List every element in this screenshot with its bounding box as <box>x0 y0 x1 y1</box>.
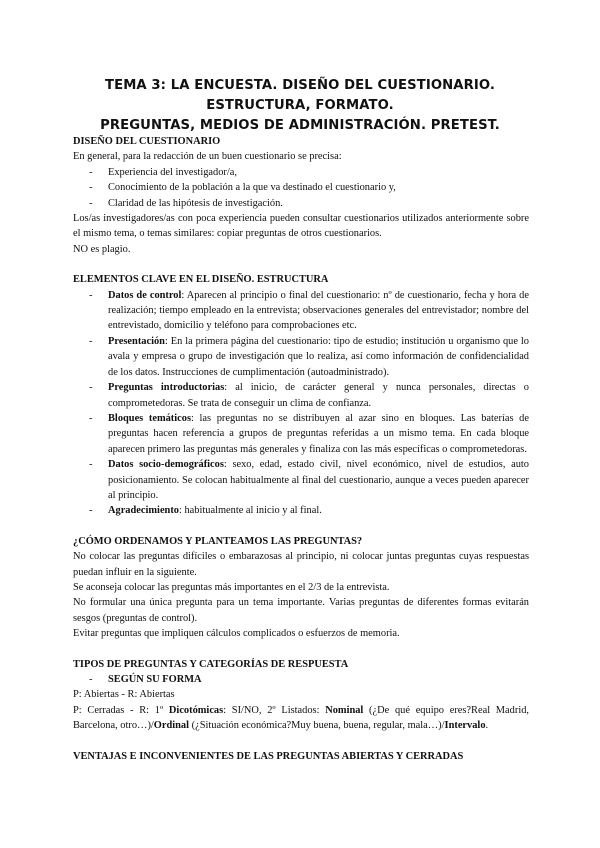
list-item: - Preguntas introductorias: al inicio, de carácter general y nunca personales, directas o comprometedoras. Se trata de conseguir un clima de confianza. <box>89 382 529 409</box>
paragraph: P: Abiertas - R: Abiertas <box>73 689 175 701</box>
document-body <box>73 134 529 764</box>
paragraph: Evitar preguntas que impliquen cálculos complicados o esfuerzos de memoria. <box>73 628 400 640</box>
section-intro: En general, para la redacción de un buen cuestionario se precisa: <box>73 151 342 163</box>
paragraph: Se aconseja colocar las preguntas más importantes en el 2/3 de la entrevista. <box>73 581 390 593</box>
definition: : las preguntas no se distribuyen al azar sino en bloques. Las baterías de preguntas hacen referencia a grupos de preguntas referidas a un mismo tema. En cada bloque aparecen primero las preguntas más generales y finaliza con las más específicas o comprometedoras. <box>108 412 529 455</box>
list-item: - Claridad de las hipótesis de investigación. <box>89 197 283 209</box>
term: Agradecimiento <box>108 505 179 517</box>
list-item-text: Experiencia del investigador/a, <box>108 166 237 178</box>
paragraph: Los/as investigadores/as con poca experiencia pueden consultar cuestionarios utilizados anteriormente sobre el mismo tema, o temas similares: copiar preguntas de otros cuestionarios. <box>73 213 529 240</box>
paragraph-note: NO es plagio. <box>73 243 131 255</box>
term: Bloques temáticos <box>108 412 191 424</box>
section-heading-tipos: TIPOS DE PREGUNTAS Y CATEGORÍAS DE RESPUESTA <box>73 658 349 670</box>
section-heading-ventajas: VENTAJAS E INCONVENIENTES DE LAS PREGUNTAS ABIERTAS Y CERRADAS <box>73 750 464 762</box>
definition: : habitualmente al inicio y al final. <box>178 505 322 517</box>
title-line-1: TEMA 3: LA ENCUESTA. DISEÑO DEL CUESTIONARIO. ESTRUCTURA, FORMATO. <box>104 78 495 113</box>
text-run: P: Cerradas - R: 1º <box>73 704 169 716</box>
definition: : al inicio, de carácter general y nunca personales, directas o comprometedoras. Se trata de conseguir un clima de confianza. <box>108 382 529 409</box>
term: Dicotómicas <box>168 704 224 716</box>
term: Nominal <box>325 704 364 716</box>
list-item: - Conocimiento de la población a la que va destinado el cuestionario y, <box>89 182 396 194</box>
subheading-text: SEGÚN SU FORMA <box>108 674 202 685</box>
section-heading-diseno: DISEÑO DEL CUESTIONARIO <box>73 136 221 147</box>
subheading: - SEGÚN SU FORMA <box>89 674 202 685</box>
paragraph: No formular una única pregunta para un tema importante. Varias preguntas de diferentes formas evitarán sesgos (preguntas de control). <box>73 597 529 624</box>
definition: : sexo, edad, estado civil, nivel económico, nivel de estudios, auto posicionamiento. Se colocan habitualmente al final del cuestionario, aunque a veces pueden aparecer al principio. <box>108 459 529 501</box>
list-item: - Presentación: En la primera página del cuestionario: tipo de estudio; institución u organismo que lo avala y empresa o grupo de investigación que lo realiza, así como información de confidencialidad de los datos. Instrucciones de cumplimentación (autoadministrado). <box>89 335 529 378</box>
list-item: - Datos socio-demográficos: sexo, edad, estado civil, nivel económico, nivel de estudios, auto posicionamiento. Se colocan habitualmente al final del cuestionario, aunque a veces pueden aparecer al principio. <box>89 459 529 501</box>
list-item: - Datos de control: Aparecen al principio o final del cuestionario: nº de cuestionario, fecha y hora de realización; tiempo empleado en la entrevista; observaciones generales del entrevistador; nombre del entrevistado, domicilio y teléfono para comprobaciones etc. <box>89 289 529 332</box>
title-line-2: PREGUNTAS, MEDIOS DE ADMINISTRACIÓN. PRETEST. <box>100 118 500 133</box>
paragraph: No colocar las preguntas difíciles o embarazosas al principio, ni colocar juntas preguntas cuyas respuestas puedan influir en la siguiente. <box>73 551 529 578</box>
term: Presentación <box>108 335 165 347</box>
text-run: (¿Situación económica?Muy buena, buena, regular, mala…)/ <box>189 720 445 732</box>
definition: : En la primera página del cuestionario: tipo de estudio; institución u organismo que lo avala y empresa o grupo de investigación que lo realiza, así como información de confidencialidad de los datos. Instrucciones de cumplimentación (autoadministrado). <box>108 335 529 378</box>
list-item: - Experiencia del investigador/a, <box>89 166 237 178</box>
term: Datos de control <box>108 289 182 301</box>
section-heading-elementos: ELEMENTOS CLAVE EN EL DISEÑO. ESTRUCTURA <box>73 274 329 286</box>
section-heading-orden: ¿CÓMO ORDENAMOS Y PLANTEAMOS LAS PREGUNTAS? <box>73 535 363 547</box>
text-run: (¿De qué equipo eres?Real Madrid, Barcelona, otro…)/ <box>73 704 529 732</box>
paragraph-types <box>73 703 529 734</box>
term: Datos socio-demográficos <box>108 459 224 471</box>
text-run: : SI/NO, 2º Listados: <box>223 704 326 716</box>
document-title <box>60 76 540 136</box>
definition: : Aparecen al principio o final del cuestionario: nº de cuestionario, fecha y hora de realización; tiempo empleado en la entrevista; observaciones generales del entrevistador; nombre del entrevistado, domicilio y teléfono para comprobaciones etc. <box>108 289 529 332</box>
term: Ordinal <box>153 720 190 732</box>
list-item-text: Claridad de las hipótesis de investigación. <box>108 197 283 209</box>
term: Intervalo <box>444 720 486 732</box>
list-item-text: Conocimiento de la población a la que va destinado el cuestionario y, <box>108 182 396 194</box>
term: Preguntas introductorias <box>108 382 225 394</box>
list-item: - Agradecimiento: habitualmente al inicio y al final. <box>89 505 322 517</box>
list-item: - Bloques temáticos: las preguntas no se distribuyen al azar sino en bloques. Las baterías de preguntas hacen referencia a grupos de preguntas referidas a un mismo tema. En cada bloque aparecen primero las preguntas más generales y finaliza con las más específicas o comprometedoras. <box>89 412 529 455</box>
text-run: . <box>485 720 489 732</box>
